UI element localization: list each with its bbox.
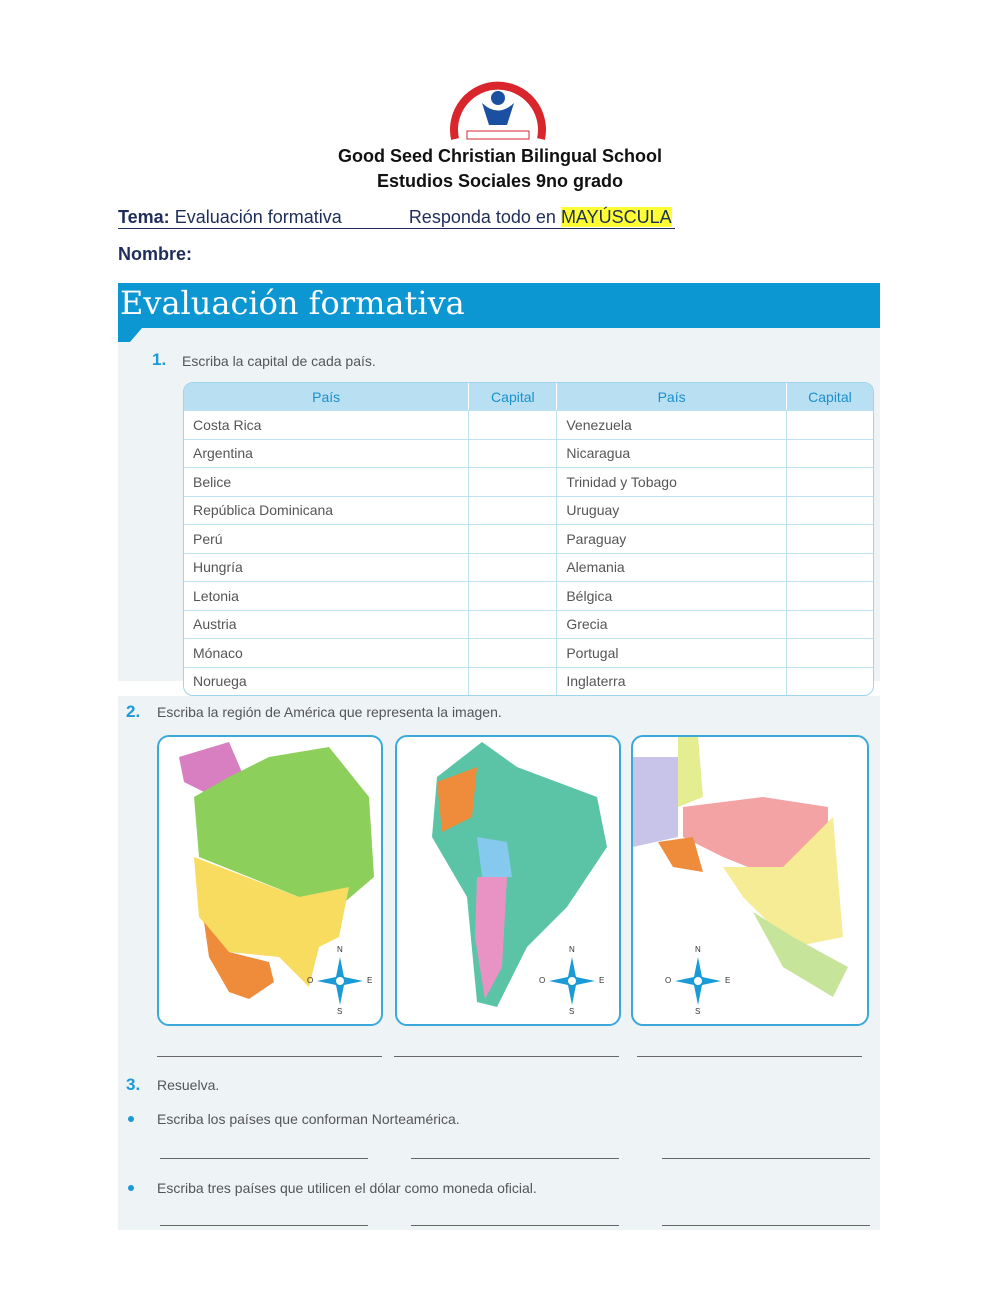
capital-input-cell[interactable] [787,410,873,439]
compass-s: S [569,1007,575,1016]
capital-input-cell[interactable] [787,439,873,468]
tema-value: Evaluación formativa [174,207,342,227]
instruction: Responda todo en [408,207,561,227]
table-row [184,638,873,667]
school-logo [447,63,549,141]
col-header-capital: Capital [469,383,557,410]
capital-input-cell[interactable] [469,467,557,496]
col-header-capital: Capital [787,383,873,410]
country-cell: Alemania [557,553,787,582]
compass-e: E [599,976,605,985]
country-cell: Bélgica [557,581,787,610]
country-cell: Letonia [184,581,469,610]
compass-rose-icon [305,945,375,1017]
country-cell: Paraguay [557,524,787,553]
compass-o: O [665,976,672,985]
country-cell: Mónaco [184,638,469,667]
capital-input-cell[interactable] [469,610,557,639]
table-row [184,581,873,610]
capitals-table [183,382,874,696]
answer-line-map-2[interactable] [394,1056,619,1057]
compass-s: S [695,1007,701,1016]
capital-input-cell[interactable] [469,638,557,667]
answer-line[interactable] [411,1158,619,1159]
capital-input-cell[interactable] [469,439,557,468]
tema-label: Tema: [118,207,170,227]
table-row [184,553,873,582]
capital-input-cell[interactable] [787,610,873,639]
compass-e: E [367,976,373,985]
country-cell: República Dominicana [184,496,469,525]
country-cell: Inglaterra [557,667,787,696]
country-cell: Costa Rica [184,410,469,439]
banner-notch [118,328,142,342]
compass-rose-icon [537,945,607,1017]
capital-input-cell[interactable] [787,553,873,582]
compass-o: O [539,976,546,985]
capital-input-cell[interactable] [787,638,873,667]
capital-input-cell[interactable] [469,410,557,439]
table-row [184,410,873,439]
country-cell: Argentina [184,439,469,468]
country-cell: Nicaragua [557,439,787,468]
capital-input-cell[interactable] [469,524,557,553]
country-cell: Austria [184,610,469,639]
tema-line [118,207,675,229]
nombre-label: Nombre: [118,244,193,264]
answer-line-map-3[interactable] [637,1056,862,1057]
compass-s: S [337,1007,343,1016]
capital-input-cell[interactable] [787,667,873,696]
col-header-pais: País [184,383,469,410]
compass-o: O [307,976,314,985]
capital-input-cell[interactable] [469,667,557,696]
banner-title: Evaluación formativa [118,283,880,328]
col-header-pais: País [557,383,787,410]
capital-input-cell[interactable] [787,581,873,610]
q2-text: Escriba la región de América que representa la imagen. [157,704,502,720]
answer-line[interactable] [160,1225,368,1226]
capital-input-cell[interactable] [469,553,557,582]
school-name: Good Seed Christian Bilingual School [337,146,663,166]
q1-text: Escriba la capital de cada país. [182,353,376,369]
answer-line-map-1[interactable] [157,1056,382,1057]
answer-line[interactable] [662,1158,870,1159]
country-cell: Uruguay [557,496,787,525]
country-cell: Noruega [184,667,469,696]
capital-input-cell[interactable] [787,496,873,525]
table-row [184,439,873,468]
capital-input-cell[interactable] [787,524,873,553]
table-row [184,524,873,553]
country-cell: Venezuela [557,410,787,439]
table-row [184,610,873,639]
answer-line[interactable] [411,1225,619,1226]
bullet-icon [128,1185,134,1191]
compass-n: N [337,945,343,954]
q3-bullet-1: Escriba los países que conforman Norteamérica. [157,1111,460,1127]
capital-input-cell[interactable] [469,581,557,610]
compass-n: N [695,945,701,954]
answer-line[interactable] [160,1158,368,1159]
country-cell: Hungría [184,553,469,582]
uppercase-highlight: MAYÚSCULA [560,207,672,227]
table-row [184,496,873,525]
subject-title: Estudios Sociales 9no grado [376,171,624,191]
bullet-icon [128,1116,134,1122]
country-cell: Perú [184,524,469,553]
country-cell: Belice [184,467,469,496]
q3-bullet-2: Escriba tres países que utilicen el dólar como moneda oficial. [157,1180,537,1196]
capital-input-cell[interactable] [787,467,873,496]
capital-input-cell[interactable] [469,496,557,525]
q2-number: 2. [126,702,141,721]
q1-number: 1. [152,350,167,369]
compass-n: N [569,945,575,954]
table-row [184,467,873,496]
answer-line[interactable] [662,1225,870,1226]
country-cell: Trinidad y Tobago [557,467,787,496]
compass-e: E [725,976,731,985]
q3-number: 3. [126,1075,141,1094]
country-cell: Grecia [557,610,787,639]
q3-text: Resuelva. [157,1077,220,1093]
compass-rose-icon [663,945,733,1017]
country-cell: Portugal [557,638,787,667]
table-row [184,667,873,696]
